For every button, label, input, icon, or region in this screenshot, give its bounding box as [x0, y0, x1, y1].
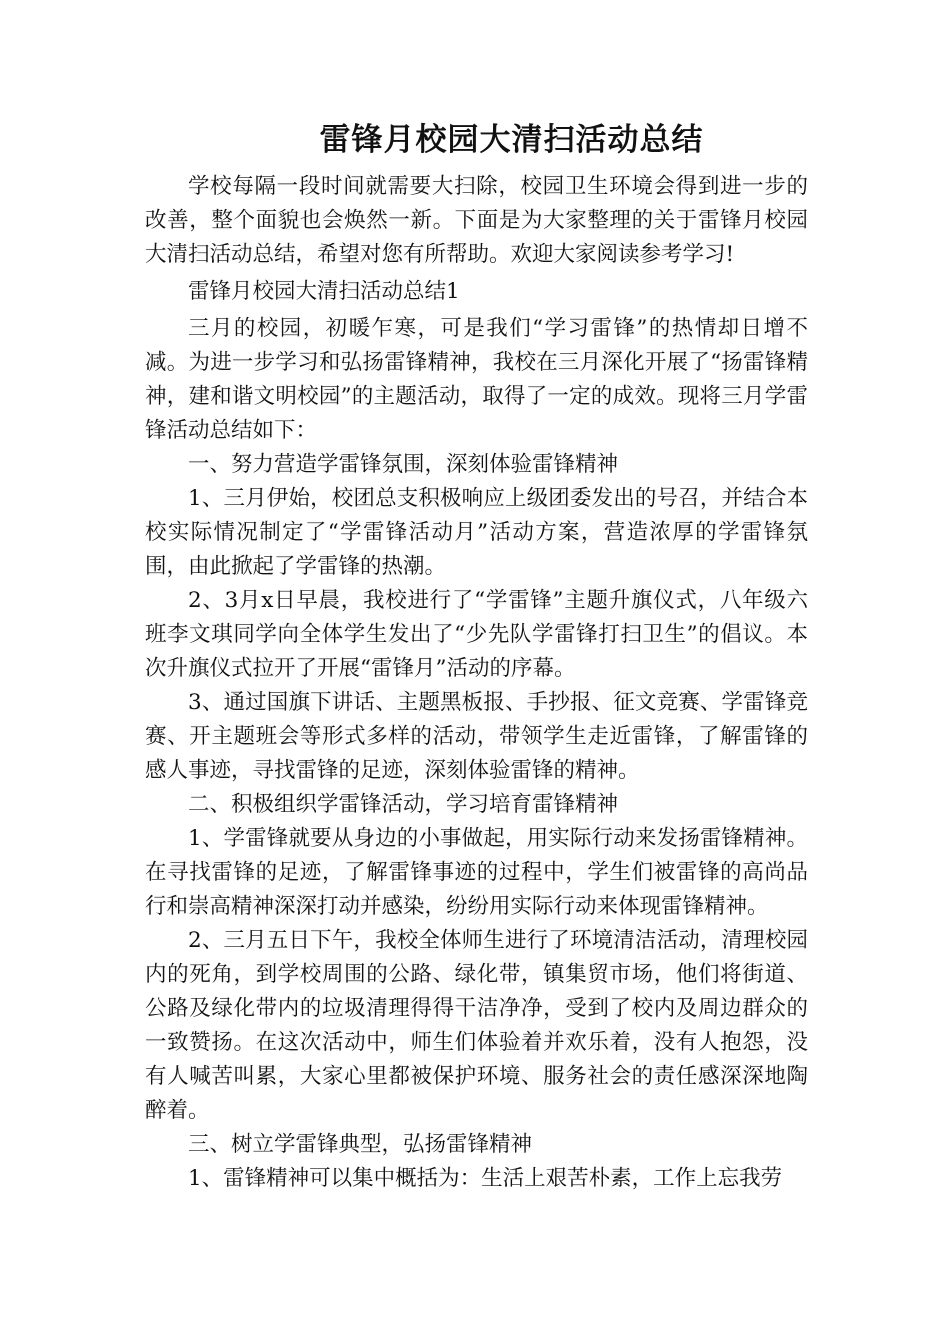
section-heading: 二、积极组织学雷锋活动，学习培育雷锋精神 — [188, 792, 619, 817]
body-paragraph: 三月的校园，初暖乍寒，可是我们“学习雷锋”的热情却日增不减。为进一步学习和弘扬雷锋精神，我校在三月深化开展了“扬雷锋精神，建和谐文明校园”的主题活动，取得了一定的成效。现将三月学雷锋活动总结如下： — [145, 316, 808, 443]
body-paragraph: 1、三月伊始，校团总支积极响应上级团委发出的号召，并结合本校实际情况制定了“学雷锋活动月”活动方案，营造浓厚的学雷锋氛围，由此掀起了学雷锋的热潮。 — [145, 486, 808, 579]
section-heading: 一、努力营造学雷锋氛围，深刻体验雷锋精神 — [188, 452, 619, 477]
section-heading: 三、树立学雷锋典型，弘扬雷锋精神 — [188, 1132, 533, 1157]
body-paragraph: 2、3月x日早晨，我校进行了“学雷锋”主题升旗仪式，八年级六班李文琪同学向全体学生发出了“少先队学雷锋打扫卫生”的倡议。本次升旗仪式拉开了开展“雷锋月”活动的序幕。 — [145, 588, 808, 681]
body-paragraph: 2、三月五日下午，我校全体师生进行了环境清洁活动，清理校园内的死角，到学校周围的公路、绿化带，镇集贸市场，他们将街道、公路及绿化带内的垃圾清理得得干洁净净，受到了校内及周边群众的一致赞扬。在这次活动中，师生们体验着并欢乐着，没有人抱怨，没有人喊苦叫累，大家心里都被保护环境、服务社会的责任感深深地陶醉着。 — [145, 928, 808, 1123]
body-paragraph: 1、雷锋精神可以集中概括为：生活上艰苦朴素，工作上忘我劳 — [188, 1166, 783, 1191]
body-paragraph: 1、学雷锋就要从身边的小事做起，用实际行动来发扬雷锋精神。在寻找雷锋的足迹，了解雷锋事迹的过程中，学生们被雷锋的高尚品行和崇高精神深深打动并感染，纷纷用实际行动来体现雷锋精神。 — [145, 826, 808, 919]
section-subtitle: 雷锋月校园大清扫活动总结1 — [188, 279, 460, 304]
body-paragraph: 3、通过国旗下讲话、主题黑板报、手抄报、征文竞赛、学雷锋竞赛、开主题班会等形式多样的活动，带领学生走近雷锋，了解雷锋的感人事迹，寻找雷锋的足迹，深刻体验雷锋的精神。 — [145, 690, 808, 783]
document-title: 雷锋月校园大清扫活动总结 — [319, 122, 704, 158]
document-body — [145, 110, 808, 1196]
intro-paragraph: 学校每隔一段时间就需要大扫除，校园卫生环境会得到进一步的改善，整个面貌也会焕然一新。下面是为大家整理的关于雷锋月校园大清扫活动总结，希望对您有所帮助。欢迎大家阅读参考学习! — [145, 174, 808, 267]
